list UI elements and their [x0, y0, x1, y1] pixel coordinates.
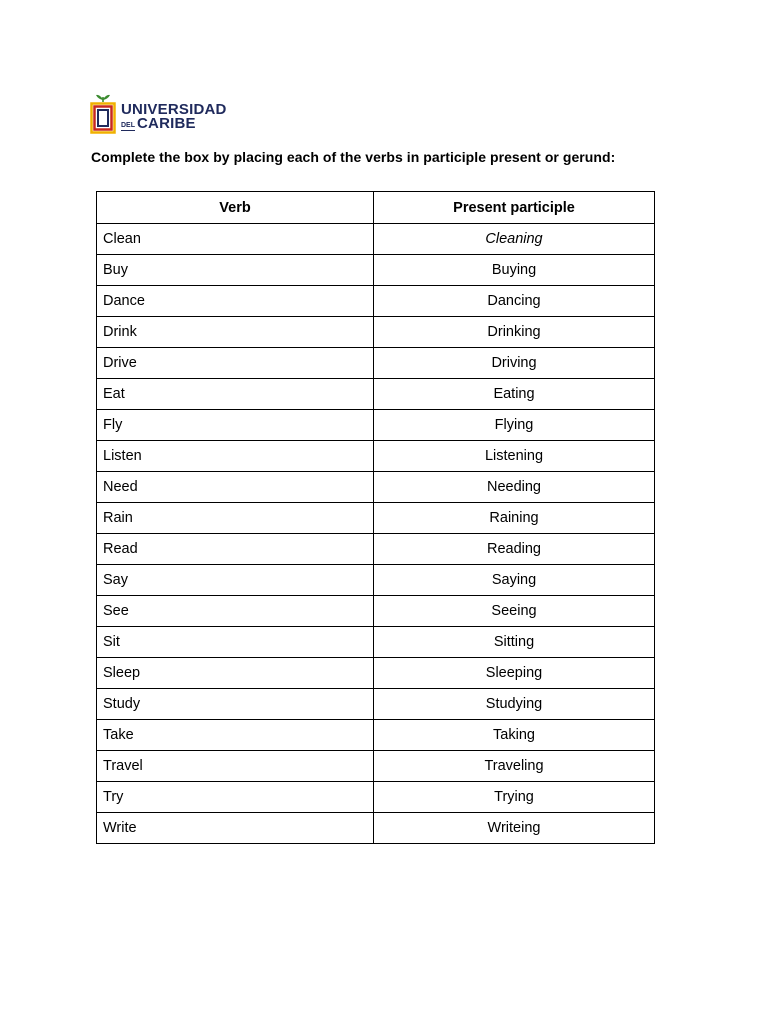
verb-cell: Fly	[97, 410, 374, 441]
verb-cell: Clean	[97, 224, 374, 255]
verb-cell: Read	[97, 534, 374, 565]
table-row	[97, 596, 655, 627]
participle-cell: Dancing	[374, 286, 655, 317]
table-header-row	[97, 192, 655, 224]
logo-wordmark	[121, 103, 227, 131]
participle-cell: Needing	[374, 472, 655, 503]
table-row	[97, 286, 655, 317]
verb-cell: Try	[97, 782, 374, 813]
table-row	[97, 782, 655, 813]
participle-cell: Reading	[374, 534, 655, 565]
verb-cell: Sleep	[97, 658, 374, 689]
verb-cell: Write	[97, 813, 374, 844]
verb-cell: See	[97, 596, 374, 627]
logo-line-caribe	[121, 117, 227, 131]
logo-del: DEL	[121, 122, 135, 129]
verb-cell: Travel	[97, 751, 374, 782]
table-row	[97, 410, 655, 441]
verb-cell: Drink	[97, 317, 374, 348]
university-logo	[90, 92, 227, 136]
verb-cell: Study	[97, 689, 374, 720]
participle-cell: Traveling	[374, 751, 655, 782]
participle-cell: Driving	[374, 348, 655, 379]
table-row	[97, 224, 655, 255]
participle-cell: Raining	[374, 503, 655, 534]
logo-caribe: CARIBE	[137, 115, 196, 132]
table-row	[97, 379, 655, 410]
verb-cell: Listen	[97, 441, 374, 472]
participle-cell: Saying	[374, 565, 655, 596]
verb-cell: Sit	[97, 627, 374, 658]
participle-cell: Buying	[374, 255, 655, 286]
participle-cell: Sleeping	[374, 658, 655, 689]
table-row	[97, 472, 655, 503]
table-row	[97, 658, 655, 689]
header-verb: Verb	[97, 192, 374, 224]
table-row	[97, 689, 655, 720]
verb-cell: Dance	[97, 286, 374, 317]
participle-cell: Sitting	[374, 627, 655, 658]
table-row	[97, 813, 655, 844]
participle-cell: Taking	[374, 720, 655, 751]
table-row	[97, 255, 655, 286]
table-row	[97, 348, 655, 379]
participle-cell: Flying	[374, 410, 655, 441]
table-row	[97, 565, 655, 596]
participle-cell: Drinking	[374, 317, 655, 348]
verb-cell: Drive	[97, 348, 374, 379]
table-row	[97, 503, 655, 534]
logo-line-universidad: UNIVERSIDAD	[121, 101, 227, 118]
verb-cell: Rain	[97, 503, 374, 534]
verb-cell: Eat	[97, 379, 374, 410]
participle-cell: Seeing	[374, 596, 655, 627]
participle-cell: Trying	[374, 782, 655, 813]
header-present-participle: Present participle	[374, 192, 655, 224]
verb-cell: Take	[97, 720, 374, 751]
table-row	[97, 441, 655, 472]
verb-cell: Need	[97, 472, 374, 503]
participle-cell: Listening	[374, 441, 655, 472]
table-row	[97, 317, 655, 348]
verb-table	[96, 191, 655, 844]
table-row	[97, 720, 655, 751]
participle-cell: Writeing	[374, 813, 655, 844]
participle-cell: Cleaning	[374, 224, 655, 255]
participle-cell: Eating	[374, 379, 655, 410]
table-row	[97, 751, 655, 782]
instruction-text: Complete the box by placing each of the verbs in participle present or gerund:	[91, 149, 616, 165]
verb-cell: Say	[97, 565, 374, 596]
participle-cell: Studying	[374, 689, 655, 720]
logo-emblem-icon	[90, 92, 116, 136]
table-row	[97, 534, 655, 565]
verb-cell: Buy	[97, 255, 374, 286]
table-row	[97, 627, 655, 658]
